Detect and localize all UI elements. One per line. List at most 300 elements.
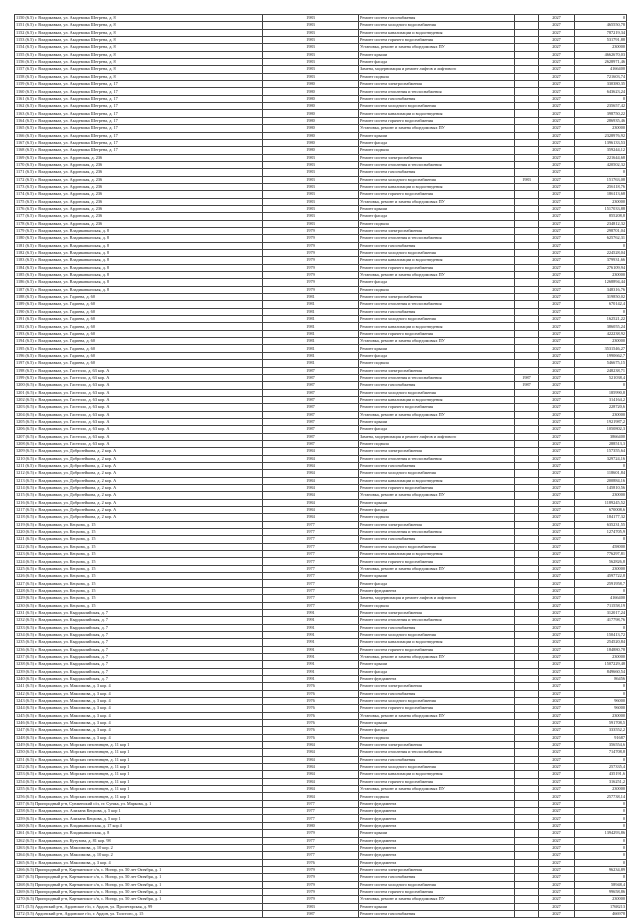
table-row xyxy=(15,426,627,433)
cost-cell: 1268894,44 xyxy=(575,279,627,286)
table-row xyxy=(15,727,627,734)
cost-cell: 1394293,86 xyxy=(575,830,627,837)
table-row xyxy=(15,712,627,719)
year-built-cell: 1979 xyxy=(263,279,359,286)
work-type-cell: Установка, ремонт и замена общедомовых ПУ xyxy=(359,198,515,205)
planned-year-cell: 2027 xyxy=(539,15,575,22)
work-type-cell: Ремонт фундамента xyxy=(359,837,515,844)
table-row xyxy=(15,646,627,653)
year-built-cell: 1979 xyxy=(263,235,359,242)
planned-year-cell: 2027 xyxy=(539,418,575,425)
last-repair-year-cell xyxy=(515,786,539,793)
address-cell: 1167 (6.5) г. Владикавказ, ул. Академика Шегрена, д. 17 xyxy=(15,139,263,146)
planned-year-cell: 2027 xyxy=(539,866,575,873)
cost-cell: 1507229,48 xyxy=(575,661,627,668)
table-row xyxy=(15,675,627,682)
cost-cell: 150413,72 xyxy=(575,631,627,638)
address-cell: 1156 (6.5) г. Владикавказ, ул. Академика Шегрена, д. 8 xyxy=(15,59,263,66)
table-row xyxy=(15,881,627,888)
year-built-cell: 1979 xyxy=(263,257,359,264)
year-built-cell: 1979 xyxy=(263,250,359,257)
planned-year-cell: 2027 xyxy=(539,521,575,528)
cost-cell: 257738,14 xyxy=(575,793,627,800)
year-built-cell: 1976 xyxy=(263,727,359,734)
last-repair-year-cell xyxy=(515,683,539,690)
last-repair-year-cell xyxy=(515,661,539,668)
cost-cell: 228720,6 xyxy=(575,404,627,411)
work-type-cell: Ремонт крыши xyxy=(359,720,515,727)
table-row xyxy=(15,51,627,58)
cost-cell: 224528,04 xyxy=(575,250,627,257)
cost-cell: 1396133,53 xyxy=(575,139,627,146)
year-built-cell: 1983 xyxy=(263,66,359,73)
year-built-cell: 1984 xyxy=(263,786,359,793)
address-cell: 1251 (6.5) г. Владикавказ, ул. Морских пехотинцев, д. 11 кор 1 xyxy=(15,756,263,763)
address-cell: 1256 (6.5) г. Владикавказ, ул. Морских пехотинцев, д. 11 кор 1 xyxy=(15,793,263,800)
year-built-cell: 1977 xyxy=(263,565,359,572)
last-repair-year-cell xyxy=(515,404,539,411)
table-row xyxy=(15,242,627,249)
last-repair-year-cell xyxy=(515,734,539,741)
planned-year-cell: 2027 xyxy=(539,73,575,80)
cost-cell: 288513,3 xyxy=(575,440,627,447)
last-repair-year-cell xyxy=(515,881,539,888)
work-type-cell: Ремонт фасада xyxy=(359,668,515,675)
year-built-cell: 1977 xyxy=(263,837,359,844)
year-built-cell: 1984 xyxy=(263,462,359,469)
work-type-cell: Ремонт систем газоснабжения xyxy=(359,874,515,881)
last-repair-year-cell xyxy=(515,81,539,88)
cost-cell: 185990,8 xyxy=(575,389,627,396)
last-repair-year-cell xyxy=(515,830,539,837)
planned-year-cell: 2027 xyxy=(539,734,575,741)
address-cell: 1185 (6.5) г. Владикавказ, ул. Владикавказская, д. 8 xyxy=(15,272,263,279)
planned-year-cell: 2027 xyxy=(539,881,575,888)
last-repair-year-cell xyxy=(515,631,539,638)
table-row xyxy=(15,874,627,881)
last-repair-year-cell xyxy=(515,727,539,734)
address-cell: 1220 (6.5) г. Владикавказ, ул. Кецхова, д. 15 xyxy=(15,529,263,536)
year-built-cell: 1980 xyxy=(263,125,359,132)
planned-year-cell: 2027 xyxy=(539,852,575,859)
planned-year-cell: 2027 xyxy=(539,661,575,668)
cost-cell: 0 xyxy=(575,808,627,815)
year-built-cell: 1987 xyxy=(263,382,359,389)
table-row xyxy=(15,286,627,293)
address-cell: 1259 (6.5) г. Владикавказ, ул. Алихана Кецхова, д. 5 кор 1 xyxy=(15,815,263,822)
year-built-cell: 1979 xyxy=(263,896,359,903)
last-repair-year-cell xyxy=(515,250,539,257)
work-type-cell: Ремонт систем горячего водоснабжения xyxy=(359,264,515,271)
table-row xyxy=(15,220,627,227)
planned-year-cell: 2027 xyxy=(539,205,575,212)
last-repair-year-cell xyxy=(515,697,539,704)
last-repair-year-cell xyxy=(515,37,539,44)
work-type-cell: Ремонт систем горячего водоснабжения xyxy=(359,705,515,712)
address-cell: 1173 (6.5) г. Владикавказ, ул. Ардонская, д. 236 xyxy=(15,183,263,190)
year-built-cell: 1983 xyxy=(263,220,359,227)
last-repair-year-cell xyxy=(515,125,539,132)
address-cell: 1151 (6.5) г. Владикавказ, ул. Академика Шегрена, д. 8 xyxy=(15,22,263,29)
cost-cell: 0 xyxy=(575,95,627,102)
cost-cell: 855208,8 xyxy=(575,213,627,220)
last-repair-year-cell xyxy=(515,308,539,315)
planned-year-cell: 2027 xyxy=(539,815,575,822)
year-built-cell: 1980 xyxy=(263,139,359,146)
cost-cell: 4662670,03 xyxy=(575,51,627,58)
work-type-cell: Ремонт подвала xyxy=(359,73,515,80)
address-cell: 1204 (6.5) г. Владикавказ, ул. Гастелло, д. 63 кор. А xyxy=(15,411,263,418)
year-built-cell: 1991 xyxy=(263,675,359,682)
address-cell: 1232 (6.5) г. Владикавказ, ул. Кырджалийская, д. 7 xyxy=(15,617,263,624)
address-cell: 1242 (6.5) г. Владикавказ, ул. Максимова, д. 3 кор. 4 xyxy=(15,690,263,697)
address-cell: 1200 (6.5) г. Владикавказ, ул. Гастелло, д. 63 кор. А xyxy=(15,382,263,389)
year-built-cell: 1984 xyxy=(263,778,359,785)
work-type-cell: Ремонт систем отопления и теплоснабжения xyxy=(359,749,515,756)
cost-cell: 312017,24 xyxy=(575,609,627,616)
last-repair-year-cell xyxy=(515,191,539,198)
last-repair-year-cell xyxy=(515,653,539,660)
table-row xyxy=(15,866,627,873)
address-cell: 1217 (6.5) г. Владикавказ, ул. Доброзейкова, д. 2 кор. А xyxy=(15,507,263,514)
work-type-cell: Ремонт систем горячего водоснабжения xyxy=(359,191,515,198)
table-row xyxy=(15,910,627,917)
work-type-cell: Ремонт крыши xyxy=(359,830,515,837)
work-type-cell: Ремонт крыши xyxy=(359,51,515,58)
table-row xyxy=(15,749,627,756)
work-type-cell: Ремонт систем электроснабжения xyxy=(359,521,515,528)
cost-cell: 643623,24 xyxy=(575,88,627,95)
table-row xyxy=(15,720,627,727)
planned-year-cell: 2027 xyxy=(539,771,575,778)
planned-year-cell: 2027 xyxy=(539,103,575,110)
last-repair-year-cell xyxy=(515,646,539,653)
table-row xyxy=(15,88,627,95)
planned-year-cell: 2027 xyxy=(539,874,575,881)
cost-cell: 714708,8 xyxy=(575,749,627,756)
last-repair-year-cell xyxy=(515,22,539,29)
last-repair-year-cell xyxy=(515,778,539,785)
planned-year-cell: 2027 xyxy=(539,88,575,95)
address-cell: 1257 (6.5) Пригородный р-н, Сунженский с/п, ст. Сунжа, ул. Маркова, д. 1 xyxy=(15,800,263,807)
table-row xyxy=(15,250,627,257)
year-built-cell: 1980 xyxy=(263,88,359,95)
planned-year-cell: 2027 xyxy=(539,720,575,727)
last-repair-year-cell xyxy=(515,117,539,124)
work-type-cell: Ремонт систем отопления и теплоснабжения xyxy=(359,455,515,462)
cost-cell: 466978 xyxy=(575,910,627,917)
table-row xyxy=(15,609,627,616)
cost-cell: 4166400 xyxy=(575,66,627,73)
planned-year-cell: 2027 xyxy=(539,653,575,660)
year-built-cell: 1984 xyxy=(263,793,359,800)
document-page xyxy=(14,14,626,918)
last-repair-year-cell xyxy=(515,367,539,374)
address-cell: 1166 (6.5) г. Владикавказ, ул. Академика Шегрена, д. 17 xyxy=(15,132,263,139)
address-cell: 1223 (6.5) г. Владикавказ, ул. Кецхова, д. 15 xyxy=(15,551,263,558)
last-repair-year-cell xyxy=(515,264,539,271)
cost-cell: 184177,32 xyxy=(575,514,627,521)
address-cell: 1268 (6.5) Пригородный р-н, Карткинское с/п, с. Ногир, ул. 50 лет Октября, д. 1 xyxy=(15,881,263,888)
work-type-cell: Ремонт систем электроснабжения xyxy=(359,294,515,301)
table-row xyxy=(15,198,627,205)
table-row xyxy=(15,830,627,837)
address-cell: 1181 (6.5) г. Владикавказ, ул. Владикавказская, д. 8 xyxy=(15,242,263,249)
table-row xyxy=(15,734,627,741)
work-type-cell: Ремонт систем горячего водоснабжения xyxy=(359,888,515,895)
address-cell: 1197 (6.5) г. Владикавказ, ул. Гадиева, д. 60 xyxy=(15,360,263,367)
address-cell: 1198 (6.5) г. Владикавказ, ул. Гастелло, д. 63 кор. А xyxy=(15,367,263,374)
planned-year-cell: 2027 xyxy=(539,573,575,580)
work-type-cell: Ремонт систем холодного водоснабжения xyxy=(359,389,515,396)
year-built-cell: 1984 xyxy=(263,507,359,514)
last-repair-year-cell xyxy=(515,822,539,829)
planned-year-cell: 2027 xyxy=(539,81,575,88)
table-row xyxy=(15,690,627,697)
address-cell: 1250 (6.5) г. Владикавказ, ул. Морских пехотинцев, д. 11 кор 1 xyxy=(15,749,263,756)
table-row xyxy=(15,191,627,198)
table-row xyxy=(15,330,627,337)
address-cell: 1271 (5.5) Ардонский р-н, Ардонское г/п, г. Ардон, ул. Пролетарская, д. 99 xyxy=(15,903,263,910)
year-built-cell: 1987 xyxy=(263,426,359,433)
year-built-cell: 1981 xyxy=(263,294,359,301)
year-built-cell: 1977 xyxy=(263,551,359,558)
year-built-cell: 1984 xyxy=(263,764,359,771)
table-row xyxy=(15,477,627,484)
planned-year-cell: 2027 xyxy=(539,793,575,800)
year-built-cell: 1983 xyxy=(263,176,359,183)
table-row xyxy=(15,374,627,381)
cost-cell: 635231,55 xyxy=(575,521,627,528)
cost-cell: 398750,22 xyxy=(575,110,627,117)
cost-cell: 0 xyxy=(575,683,627,690)
address-cell: 1180 (6.5) г. Владикавказ, ул. Владикавказская, д. 8 xyxy=(15,235,263,242)
last-repair-year-cell xyxy=(515,477,539,484)
planned-year-cell: 2027 xyxy=(539,756,575,763)
cost-cell: 1050802,3 xyxy=(575,426,627,433)
table-row xyxy=(15,418,627,425)
cost-cell: 417798,76 xyxy=(575,617,627,624)
cost-cell: 96000 xyxy=(575,697,627,704)
cost-cell: 0 xyxy=(575,15,627,22)
address-cell: 1196 (6.5) г. Владикавказ, ул. Гадиева, д. 60 xyxy=(15,352,263,359)
table-row xyxy=(15,661,627,668)
work-type-cell: Ремонт подвала xyxy=(359,440,515,447)
work-type-cell: Ремонт систем холодного водоснабжения xyxy=(359,881,515,888)
work-type-cell: Ремонт систем электроснабжения xyxy=(359,367,515,374)
year-built-cell: 1984 xyxy=(263,771,359,778)
year-built-cell: 1979 xyxy=(263,264,359,271)
table-row xyxy=(15,433,627,440)
cost-cell: 99658,86 xyxy=(575,888,627,895)
work-type-cell: Ремонт систем газоснабжения xyxy=(359,308,515,315)
cost-cell: 0 xyxy=(575,800,627,807)
year-built-cell: 1983 xyxy=(263,213,359,220)
work-type-cell: Ремонт фундамента xyxy=(359,822,515,829)
address-cell: 1236 (6.5) г. Владикавказ, ул. Кырджалийская, д. 7 xyxy=(15,646,263,653)
year-built-cell: 1983 xyxy=(263,161,359,168)
table-row xyxy=(15,551,627,558)
work-type-cell: Ремонт систем газоснабжения xyxy=(359,624,515,631)
planned-year-cell: 2027 xyxy=(539,227,575,234)
work-type-cell: Ремонт систем канализации и водоотведения xyxy=(359,323,515,330)
year-built-cell: 1984 xyxy=(263,485,359,492)
work-type-cell: Ремонт фундамента xyxy=(359,859,515,866)
work-type-cell: Ремонт систем газоснабжения xyxy=(359,95,515,102)
planned-year-cell: 2027 xyxy=(539,697,575,704)
work-type-cell: Ремонт систем горячего водоснабжения xyxy=(359,485,515,492)
last-repair-year-cell xyxy=(515,844,539,851)
last-repair-year-cell xyxy=(515,323,539,330)
table-row xyxy=(15,308,627,315)
table-row xyxy=(15,411,627,418)
address-cell: 1191 (6.5) г. Владикавказ, ул. Гадиева, д. 60 xyxy=(15,316,263,323)
address-cell: 1187 (6.5) г. Владикавказ, ул. Владикавказская, д. 8 xyxy=(15,286,263,293)
last-repair-year-cell xyxy=(515,558,539,565)
address-cell: 1272 (5.5) Ардонский р-н, Ардонское г/п, г. Ардон, ул. Толстого, д. 15 xyxy=(15,910,263,917)
year-built-cell: 1977 xyxy=(263,800,359,807)
work-type-cell: Ремонт систем холодного водоснабжения xyxy=(359,764,515,771)
address-cell: 1160 (6.5) г. Владикавказ, ул. Академика Шегрена, д. 17 xyxy=(15,88,263,95)
table-row xyxy=(15,683,627,690)
address-cell: 1216 (6.5) г. Владикавказ, ул. Доброзейкова, д. 2 кор. А xyxy=(15,499,263,506)
year-built-cell: 1980 xyxy=(263,132,359,139)
work-type-cell: Ремонт систем отопления и теплоснабжения xyxy=(359,529,515,536)
table-row xyxy=(15,117,627,124)
work-type-cell: Ремонт крыши xyxy=(359,573,515,580)
table-row xyxy=(15,521,627,528)
work-type-cell: Ремонт систем отопления и теплоснабжения xyxy=(359,88,515,95)
planned-year-cell: 2027 xyxy=(539,198,575,205)
last-repair-year-cell: 1983 xyxy=(515,176,539,183)
address-cell: 1186 (6.5) г. Владикавказ, ул. Владикавказская, д. 8 xyxy=(15,279,263,286)
work-type-cell: Замена, модернизация и ремонт лифтов и лифтового xyxy=(359,595,515,602)
table-row xyxy=(15,844,627,851)
cost-cell: 3531546,27 xyxy=(575,345,627,352)
year-built-cell: 1991 xyxy=(263,617,359,624)
planned-year-cell: 2027 xyxy=(539,529,575,536)
last-repair-year-cell xyxy=(515,205,539,212)
work-type-cell: Ремонт фасада xyxy=(359,279,515,286)
year-built-cell: 1983 xyxy=(263,183,359,190)
table-row xyxy=(15,316,627,323)
cost-cell: 257335,4 xyxy=(575,764,627,771)
year-built-cell: 1977 xyxy=(263,536,359,543)
work-type-cell: Ремонт систем электроснабжения xyxy=(359,448,515,455)
last-repair-year-cell xyxy=(515,852,539,859)
year-built-cell: 1983 xyxy=(263,191,359,198)
work-type-cell: Ремонт систем газоснабжения xyxy=(359,690,515,697)
planned-year-cell: 2027 xyxy=(539,448,575,455)
cost-cell: 330380,35 xyxy=(575,81,627,88)
year-built-cell: 1981 xyxy=(263,316,359,323)
table-row xyxy=(15,808,627,815)
address-cell: 1228 (6.5) г. Владикавказ, ул. Кецхова, д. 15 xyxy=(15,587,263,594)
work-type-cell: Ремонт систем электроснабжения xyxy=(359,742,515,749)
last-repair-year-cell xyxy=(515,286,539,293)
work-type-cell: Ремонт систем газоснабжения xyxy=(359,15,515,22)
cost-cell: 2628971,46 xyxy=(575,59,627,66)
address-cell: 1247 (6.5) г. Владикавказ, ул. Максимова, д. 3 кор. 4 xyxy=(15,727,263,734)
last-repair-year-cell xyxy=(515,764,539,771)
planned-year-cell: 2027 xyxy=(539,903,575,910)
year-built-cell: 1976 xyxy=(263,705,359,712)
year-built-cell: 1991 xyxy=(263,646,359,653)
work-type-cell: Ремонт фасада xyxy=(359,213,515,220)
table-row xyxy=(15,382,627,389)
cost-cell: 230000 xyxy=(575,44,627,51)
address-cell: 1194 (6.5) г. Владикавказ, ул. Гадиева, д. 60 xyxy=(15,338,263,345)
last-repair-year-cell xyxy=(515,587,539,594)
cost-cell: 254520,84 xyxy=(575,639,627,646)
work-type-cell: Ремонт систем горячего водоснабжения xyxy=(359,646,515,653)
table-row xyxy=(15,896,627,903)
table-row xyxy=(15,852,627,859)
last-repair-year-cell xyxy=(515,859,539,866)
cost-cell: 298701,04 xyxy=(575,227,627,234)
table-body xyxy=(15,15,627,918)
planned-year-cell: 2027 xyxy=(539,514,575,521)
planned-year-cell: 2027 xyxy=(539,125,575,132)
planned-year-cell: 2027 xyxy=(539,51,575,58)
address-cell: 1169 (6.5) г. Владикавказ, ул. Ардонская, д. 236 xyxy=(15,154,263,161)
year-built-cell: 1984 xyxy=(263,448,359,455)
table-row xyxy=(15,279,627,286)
last-repair-year-cell xyxy=(515,903,539,910)
last-repair-year-cell xyxy=(515,551,539,558)
cost-cell: 276109,94 xyxy=(575,264,627,271)
last-repair-year-cell xyxy=(515,888,539,895)
table-row xyxy=(15,888,627,895)
year-built-cell: 1977 xyxy=(263,815,359,822)
work-type-cell: Ремонт подвала xyxy=(359,147,515,154)
planned-year-cell: 2027 xyxy=(539,235,575,242)
address-cell: 1237 (6.5) г. Владикавказ, ул. Кырджалийская, д. 7 xyxy=(15,653,263,660)
table-row xyxy=(15,587,627,594)
table-row xyxy=(15,294,627,301)
address-cell: 1209 (6.5) г. Владикавказ, ул. Доброзейкова, д. 2 кор. А xyxy=(15,448,263,455)
last-repair-year-cell xyxy=(515,800,539,807)
last-repair-year-cell xyxy=(515,749,539,756)
year-built-cell: 1984 xyxy=(263,756,359,763)
work-type-cell: Ремонт систем горячего водоснабжения xyxy=(359,558,515,565)
table-row xyxy=(15,227,627,234)
table-row xyxy=(15,485,627,492)
planned-year-cell: 2027 xyxy=(539,727,575,734)
planned-year-cell: 2027 xyxy=(539,404,575,411)
cost-cell: 1768213 xyxy=(575,903,627,910)
cost-cell: 0 xyxy=(575,859,627,866)
table-row xyxy=(15,272,627,279)
address-cell: 1177 (6.5) г. Владикавказ, ул. Ардонская, д. 236 xyxy=(15,213,263,220)
cost-cell: 562826,8 xyxy=(575,558,627,565)
year-built-cell: 1979 xyxy=(263,272,359,279)
table-row xyxy=(15,462,627,469)
planned-year-cell: 2027 xyxy=(539,499,575,506)
address-cell: 1176 (6.5) г. Владикавказ, ул. Ардонская, д. 236 xyxy=(15,205,263,212)
year-built-cell: 1987 xyxy=(263,374,359,381)
planned-year-cell: 2027 xyxy=(539,639,575,646)
planned-year-cell: 2027 xyxy=(539,161,575,168)
work-type-cell: Установка, ремонт и замена общедомовых ПУ xyxy=(359,896,515,903)
table-row xyxy=(15,639,627,646)
last-repair-year-cell xyxy=(515,705,539,712)
address-cell: 1249 (6.5) г. Владикавказ, ул. Морских пехотинцев, д. 11 кор 1 xyxy=(15,742,263,749)
address-cell: 1222 (6.5) г. Владикавказ, ул. Кецхова, д. 15 xyxy=(15,543,263,550)
planned-year-cell: 2027 xyxy=(539,37,575,44)
work-type-cell: Ремонт фундамента xyxy=(359,852,515,859)
capital-repair-table xyxy=(14,14,627,918)
